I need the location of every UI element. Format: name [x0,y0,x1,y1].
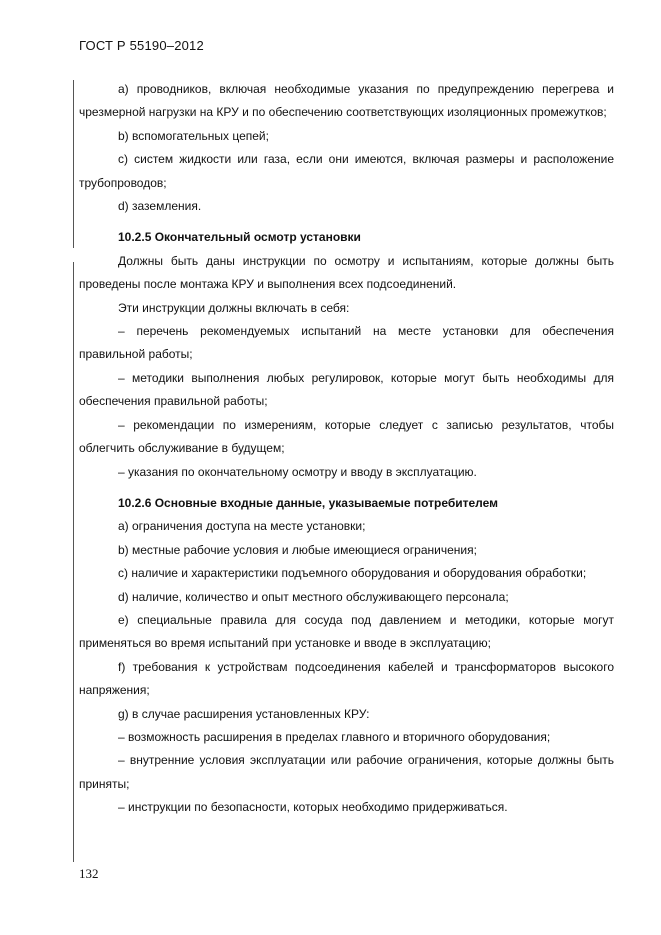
page-header: ГОСТ Р 55190–2012 [79,38,204,53]
list-item: g) в случае расширения установленных КРУ: [118,706,370,721]
list-item: d) заземления. [118,199,202,214]
list-item: а) ограничения доступа на месте установки; [118,519,366,534]
paragraph: Должны быть даны инструкции по осмотру и испытаниям, которые должны быть проведены после монтажа КРУ и выполнения всех подсоединений. [79,253,614,292]
page-number: 132 [79,866,99,881]
list-item: – внутренние условия эксплуатации или рабочие ограничения, которые должны быть приняты; [79,753,614,791]
list-item: – инструкции по безопасности, которых необходимо придерживаться. [118,800,508,815]
list-item: f) требования к устройствам подсоединения кабелей и трансформаторов высокого напряжения; [79,659,614,698]
list-item: c) наличие и характеристики подъемного оборудования и оборудования обработки; [118,566,587,581]
list-item: – перечень рекомендуемых испытаний на месте установки для обеспечения правильной работы; [79,324,614,362]
revision-margin-bar [73,262,74,862]
list-item: – рекомендации по измерениям, которые следует с записью результатов, чтобы облегчить обслуживание в будущем; [79,417,614,456]
list-item: – методики выполнения любых регулировок, которые могут быть необходимы для обеспечения правильной работы; [79,370,614,409]
list-item: d) наличие, количество и опыт местного обслуживающего персонала; [118,589,509,604]
paragraph: Эти инструкции должны включать в себя: [118,300,350,315]
section-heading: 10.2.6 Основные входные данные, указываемые потребителем [118,495,499,510]
list-item: b) вспомогательных цепей; [118,128,269,143]
list-item: – возможность расширения в пределах главного и вторичного оборудования; [118,729,551,744]
revision-margin-bar [73,80,74,248]
page-body [79,78,614,820]
list-item: c) систем жидкости или газа, если они имеются, включая размеры и расположение трубопроводов; [79,152,614,190]
list-item: – указания по окончательному осмотру и вводу в эксплуатацию. [118,464,477,479]
list-item: b) местные рабочие условия и любые имеющиеся ограничения; [118,542,477,557]
list-item: e) специальные правила для сосуда под давлением и методики, которые могут применяться во время испытаний при установке и вводе в эксплуатацию; [79,612,614,651]
list-item: а) проводников, включая необходимые указания по предупреждению перегрева и чрезмерной нагрузки на КРУ и по обеспечению соответствующих изоляционных промежутков; [79,82,614,120]
section-heading: 10.2.5 Окончательный осмотр установки [118,230,361,245]
